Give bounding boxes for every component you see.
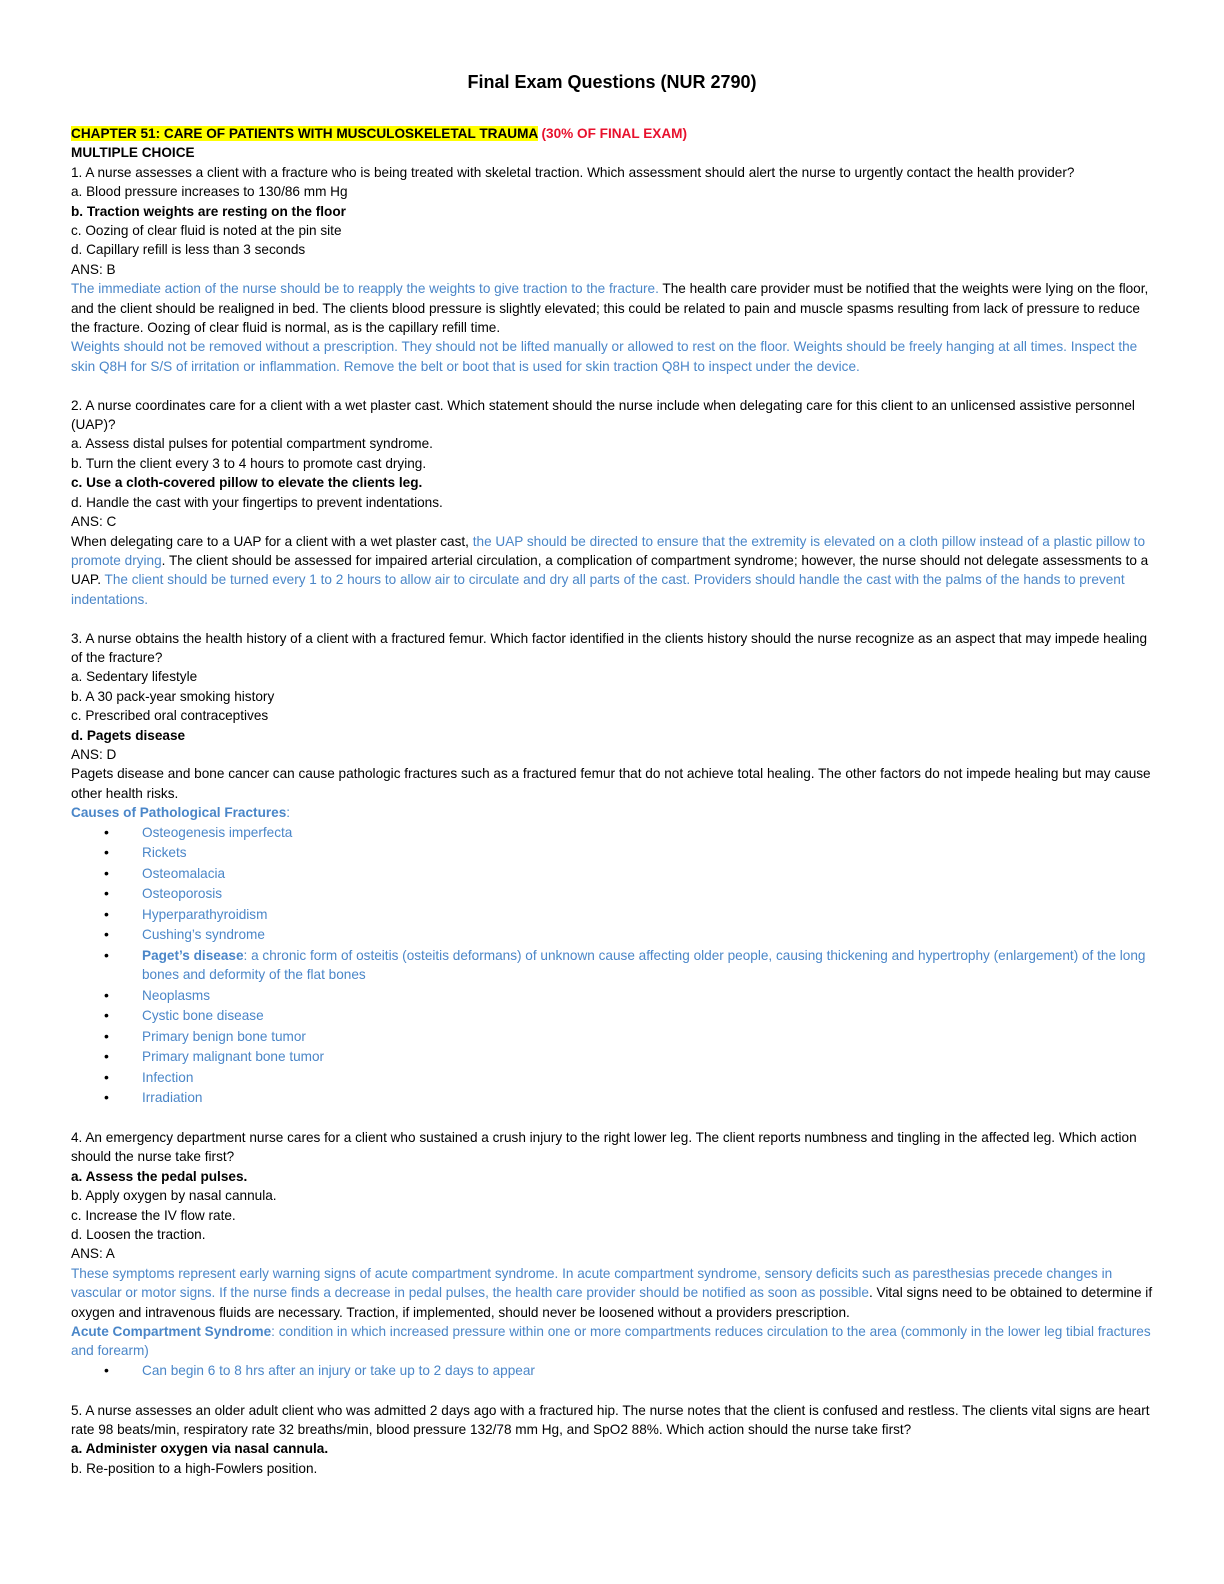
acs-term: Acute Compartment Syndrome [71,1323,272,1339]
q2-rationale-part4: The client should be turned every 1 to 2 hours to allow air to circulate and dry all parts of the cast. Providers should handle the cast with the palms of the hands to prevent indentations. [71,572,1125,607]
q2-option-c: c. Use a cloth-covered pillow to elevate the clients leg. [71,475,423,491]
q5-stem: 5. A nurse assesses an older adult client who was admitted 2 days ago with a fractured hip. The nurse notes that the client is confused and restless. The clients vital signs are heart rate 98 beats/min, respiratory rate 32 breaths/min, blood pressure 132/78 mm Hg, and SpO2 88%. Which action should the nurse take first? [71,1402,1150,1438]
q1-note: Weights should not be removed without a prescription. They should not be lifted manually or allowed to rest on the floor. Weights should be freely hanging at all times. Inspect the skin Q8H for S/S of irritation or inflammation. Remove the belt or boot that is used for skin traction Q8H to inspect under the device. [71,339,1138,374]
causes-heading-line [71,803,1153,822]
pagets-definition: : a chronic form of osteitis (osteitis deformans) of unknown cause affecting older people, causing thickening and hypertrophy (enlargement) of the long bones and deformity of the flat bones [142,947,1146,982]
list-item-pagets [71,946,1153,985]
list-item: • Hyperparathyroidism [71,905,1153,924]
q1-rationale-text: The health care provider must be notified that the weights were lying on the floor, and the client should be realigned in bed. The clients blood pressure is slightly elevated; this could be related to pain and muscle spasms resulting from lack of pressure to reduce the fracture. Oozing of clear fluid is normal, as is the capillary refill time. [71,281,1149,336]
list-item: • Primary benign bone tumor [71,1027,1153,1046]
q4-rationale-text: . Vital signs need to be obtained to determine if oxygen and intravenous fluids are necessary. Traction, if implemented, should never be loosened without a providers prescription. [71,1285,1153,1320]
q2-answer: ANS: C [71,514,117,530]
q1-rationale [71,279,1153,337]
acs-list [71,1361,1153,1380]
q3-rationale: Pagets disease and bone cancer can cause pathologic fractures such as a fractured femur that do not achieve total healing. The other factors do not impede healing but may cause other health risks. [71,766,1151,801]
q4-rationale [71,1264,1153,1322]
q3-option-d: d. Pagets disease [71,727,186,743]
list-item: • Osteogenesis imperfecta [71,823,1153,842]
pagets-term: Paget’s disease [142,947,244,963]
q1-option-d: d. Capillary refill is less than 3 seconds [71,242,306,258]
acs-definition: : condition in which increased pressure within one or more compartments reduces circulation to the area (commonly in the lower leg tibial fractures and forearm) [71,1323,1151,1359]
q4-option-b: b. Apply oxygen by nasal cannula. [71,1188,277,1204]
q4-rationale-highlight: These symptoms represent early warning signs of acute compartment syndrome. In acute compartment syndrome, sensory deficits such as paresthesias precede changes in vascular or motor signs. If the nurse finds a decrease in pedal pulses, the health care provider should be notified as soon as possible [71,1265,1113,1301]
list-item: • Primary malignant bone tumor [71,1047,1153,1066]
q2-rationale-part3: . The client should be assessed for impaired arterial circulation, a complication of compartment syndrome; however, the nurse should not delegate assessments to a UAP. [71,552,1149,588]
q1-rationale-highlight: The immediate action of the nurse should be to reapply the weights to give traction to the fracture. [71,281,659,297]
q2-option-b: b. Turn the client every 3 to 4 hours to promote cast drying. [71,455,427,471]
q4-answer: ANS: A [71,1246,115,1262]
q3-answer: ANS: D [71,746,117,762]
q1-option-c: c. Oozing of clear fluid is noted at the pin site [71,223,342,239]
q4-option-a: a. Assess the pedal pulses. [71,1168,248,1184]
q3-option-a: a. Sedentary lifestyle [71,669,198,685]
q4-option-c: c. Increase the IV flow rate. [71,1207,236,1223]
section-heading: MULTIPLE CHOICE [71,145,195,161]
list-item: • Osteoporosis [71,884,1153,903]
q1-stem: 1. A nurse assesses a client with a fracture who is being treated with skeletal traction. Which assessment should alert the nurse to urgently contact the health provider? [71,164,1075,180]
q2-option-d: d. Handle the cast with your fingertips to prevent indentations. [71,494,443,510]
q1-answer: ANS: B [71,261,116,277]
q2-rationale [71,532,1153,610]
document-body [71,124,1153,1478]
list-item: • Cushing’s syndrome [71,925,1153,944]
q2-rationale-part1: When delegating care to a UAP for a client with a wet plaster cast, [71,533,473,549]
causes-colon: : [286,805,291,821]
q1-option-b: b. Traction weights are resting on the floor [71,203,346,219]
q2-rationale-part2: the UAP should be directed to ensure that the extremity is elevated on a cloth pillow instead of a plastic pillow to promote drying [71,533,1146,568]
q5-option-a: a. Administer oxygen via nasal cannula. [71,1441,329,1457]
q3-stem: 3. A nurse obtains the health history of a client with a fractured femur. Which factor identified in the clients history should the nurse recognize as an aspect that may impede healing of the fracture? [71,630,1148,665]
q2-stem: 2. A nurse coordinates care for a client with a wet plaster cast. Which statement should the nurse include when delegating care for this client to an unlicensed assistive personnel (UAP)? [71,397,1135,433]
list-item: • Cystic bone disease [71,1006,1153,1025]
q1-option-a: a. Blood pressure increases to 130/86 mm Hg [71,184,348,200]
list-item: • Can begin 6 to 8 hrs after an injury or take up to 2 days to appear [71,1361,1153,1380]
list-item: • Osteomalacia [71,864,1153,883]
list-item: • Infection [71,1068,1153,1087]
chapter-heading-line [71,124,1153,143]
causes-heading: Causes of Pathological Fractures [71,805,287,821]
q4-option-d: d. Loosen the traction. [71,1226,206,1242]
q2-option-a: a. Assess distal pulses for potential compartment syndrome. [71,436,433,452]
q5-option-b: b. Re-position to a high-Fowlers position. [71,1460,318,1476]
list-item: • Rickets [71,843,1153,862]
list-item: • Neoplasms [71,986,1153,1005]
list-item: • Irradiation [71,1088,1153,1107]
q4-stem: 4. An emergency department nurse cares for a client who sustained a crush injury to the right lower leg. The client reports numbness and tingling in the affected leg. Which action should the nurse take first? [71,1129,1137,1165]
chapter-weight: (30% OF FINAL EXAM) [537,126,688,141]
q3-option-c: c. Prescribed oral contraceptives [71,708,269,724]
chapter-heading: CHAPTER 51: CARE OF PATIENTS WITH MUSCULOSKELETAL TRAUMA [71,126,538,141]
acs-definition-line [71,1322,1153,1361]
q3-option-b: b. A 30 pack-year smoking history [71,688,275,704]
page-title: Final Exam Questions (NUR 2790) [467,72,757,92]
causes-list [71,823,1153,1108]
